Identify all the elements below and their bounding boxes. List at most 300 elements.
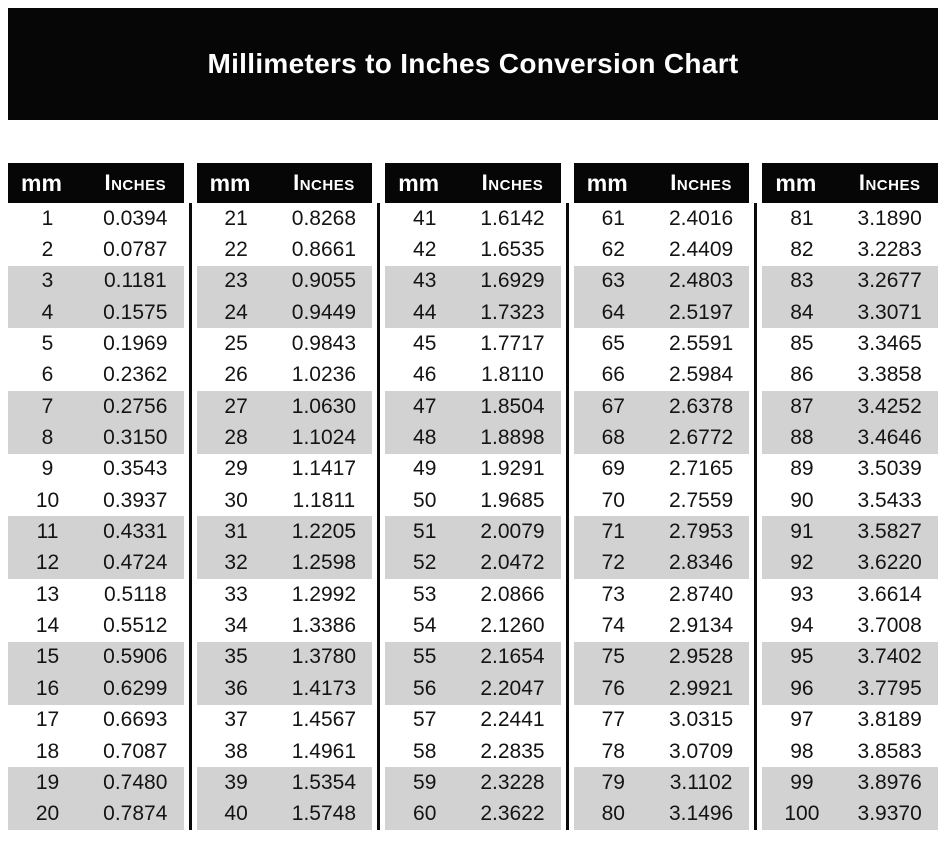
- table-row: [197, 391, 373, 422]
- mm-cell: 25: [224, 332, 248, 356]
- inches-cell: 2.2441: [480, 708, 545, 732]
- table-row: [385, 328, 561, 359]
- inches-cell: 1.8110: [481, 363, 544, 387]
- table-row: [385, 548, 561, 579]
- inches-header-label: Inches: [104, 170, 167, 195]
- inches-cell: 3.3071: [857, 300, 922, 324]
- table-gap: [749, 163, 762, 830]
- mm-cell: 85: [790, 332, 814, 356]
- inches-cell: 0.1575: [103, 300, 168, 324]
- mm-cell: 99: [790, 770, 814, 794]
- inches-cell: 1.8504: [480, 394, 545, 418]
- inches-cell: 1.4567: [291, 708, 356, 732]
- inches-cell: 0.7087: [103, 739, 168, 763]
- inches-cell: 0.3543: [103, 457, 168, 481]
- conversion-table-5: [762, 163, 938, 830]
- table-row: [8, 203, 184, 234]
- table-header-row: [197, 163, 373, 203]
- mm-header-label: mm: [775, 169, 817, 196]
- table-row: [197, 516, 373, 547]
- mm-cell: 35: [224, 645, 248, 669]
- mm-cell: 19: [35, 770, 60, 794]
- inches-cell: 3.4646: [857, 426, 922, 450]
- inches-cell: 2.2835: [480, 739, 545, 763]
- conversion-table-1: [8, 163, 184, 830]
- divider-line: [377, 203, 380, 830]
- mm-cell: 47: [413, 394, 437, 418]
- table-row: [385, 203, 561, 234]
- table-row: [762, 297, 938, 328]
- table-row: [574, 736, 750, 767]
- inches-cell: 1.0236: [291, 363, 356, 387]
- table-row: [385, 485, 561, 516]
- table-row: [762, 266, 938, 297]
- mm-cell: 53: [413, 582, 437, 606]
- inches-cell: 1.6535: [480, 238, 545, 262]
- table-row: [197, 642, 373, 673]
- inches-cell: 1.5748: [291, 802, 356, 826]
- table-row: [762, 328, 938, 359]
- mm-cell: 76: [601, 676, 625, 700]
- inches-cell: 0.8661: [291, 238, 356, 262]
- table-row: [8, 454, 184, 485]
- inches-cell: 0.9843: [291, 332, 356, 356]
- table-row: [385, 705, 561, 736]
- table-row: [574, 673, 750, 704]
- inches-cell: 0.5118: [103, 582, 167, 606]
- mm-cell: 36: [224, 676, 248, 700]
- table-row: [574, 516, 750, 547]
- table-row: [762, 548, 938, 579]
- table-row: [762, 391, 938, 422]
- mm-cell: 95: [790, 645, 814, 669]
- inches-cell: 2.8740: [668, 582, 734, 606]
- inches-cell: 3.7008: [857, 614, 922, 638]
- mm-cell: 29: [224, 457, 248, 481]
- table-row: [197, 673, 373, 704]
- inches-cell: 0.6693: [103, 708, 168, 732]
- table-row: [385, 297, 561, 328]
- table-row: [8, 579, 184, 610]
- table-gap: [561, 163, 574, 830]
- inches-cell: 3.7795: [857, 676, 922, 700]
- mm-cell: 18: [35, 739, 60, 763]
- table-row: [197, 767, 373, 798]
- inches-cell: 1.7323: [480, 300, 545, 324]
- table-row: [385, 391, 561, 422]
- inches-cell: 0.2756: [103, 394, 168, 418]
- inches-header-label: Inches: [481, 170, 544, 195]
- inches-cell: 3.0315: [668, 708, 734, 732]
- mm-cell: 48: [413, 426, 437, 450]
- inches-cell: 2.1260: [480, 614, 545, 638]
- mm-cell: 67: [601, 394, 625, 418]
- inches-cell: 0.9449: [291, 300, 356, 324]
- mm-cell: 33: [224, 582, 248, 606]
- table-gap: [184, 163, 197, 830]
- inches-cell: 2.1654: [480, 645, 545, 669]
- inches-cell: 2.4016: [668, 206, 734, 230]
- table-row: [385, 736, 561, 767]
- mm-cell: 40: [224, 802, 248, 826]
- inches-cell: 1.5354: [291, 770, 356, 794]
- mm-header-label: mm: [209, 169, 251, 196]
- inches-header-label: Inches: [293, 170, 355, 195]
- mm-cell: 45: [413, 332, 437, 356]
- inches-cell: 3.1496: [668, 802, 734, 826]
- mm-cell: 16: [35, 676, 60, 700]
- conversion-table-3: [385, 163, 561, 830]
- mm-cell: 28: [224, 426, 248, 450]
- inches-cell: 3.1890: [857, 206, 922, 230]
- inches-cell: 2.4409: [668, 238, 734, 262]
- mm-cell: 84: [790, 300, 814, 324]
- mm-cell: 60: [413, 802, 437, 826]
- mm-cell: 94: [790, 614, 814, 638]
- inches-cell: 3.6220: [857, 551, 922, 575]
- mm-cell: 27: [224, 394, 248, 418]
- mm-cell: 89: [790, 457, 814, 481]
- mm-cell: 66: [601, 363, 625, 387]
- inches-cell: 3.4252: [857, 394, 922, 418]
- mm-header-label: mm: [21, 169, 62, 196]
- inches-cell: 0.8268: [291, 206, 356, 230]
- table-row: [8, 297, 184, 328]
- inches-cell: 1.2992: [291, 582, 356, 606]
- mm-cell: 81: [790, 206, 814, 230]
- mm-cell: 55: [413, 645, 437, 669]
- table-row: [385, 234, 561, 265]
- table-header-row: [8, 163, 184, 203]
- inches-cell: 3.6614: [857, 582, 922, 606]
- inches-cell: 1.4961: [291, 739, 356, 763]
- inches-cell: 2.6772: [668, 426, 734, 450]
- title-banner: [8, 8, 938, 120]
- inches-cell: 0.7874: [103, 802, 168, 826]
- table-row: [8, 266, 184, 297]
- mm-cell: 97: [790, 708, 814, 732]
- inches-cell: 2.3228: [480, 770, 545, 794]
- mm-cell: 5: [41, 332, 54, 356]
- conversion-table-4: [574, 163, 750, 830]
- mm-cell: 62: [601, 238, 625, 262]
- mm-cell: 61: [601, 206, 625, 230]
- mm-cell: 30: [224, 488, 248, 512]
- table-gap: [372, 163, 385, 830]
- table-row: [574, 328, 750, 359]
- table-row: [8, 610, 184, 641]
- conversion-table-2: [197, 163, 373, 830]
- inches-cell: 0.4331: [103, 520, 168, 544]
- inches-cell: 0.2362: [103, 363, 168, 387]
- table-row: [762, 673, 938, 704]
- mm-cell: 70: [601, 488, 625, 512]
- table-row: [762, 705, 938, 736]
- inches-cell: 0.5512: [103, 614, 168, 638]
- inches-cell: 3.9370: [857, 802, 922, 826]
- inches-cell: 1.6142: [480, 206, 545, 230]
- table-row: [197, 579, 373, 610]
- mm-cell: 26: [224, 363, 248, 387]
- inches-cell: 1.3386: [291, 614, 356, 638]
- table-row: [762, 736, 938, 767]
- table-row: [574, 548, 750, 579]
- mm-cell: 21: [224, 206, 248, 230]
- mm-cell: 56: [413, 676, 437, 700]
- table-row: [8, 516, 184, 547]
- mm-cell: 65: [601, 332, 625, 356]
- inches-cell: 2.5984: [668, 363, 734, 387]
- inches-cell: 3.2283: [857, 238, 922, 262]
- inches-cell: 0.7480: [103, 770, 168, 794]
- page-title: Millimeters to Inches Conversion Chart: [207, 48, 739, 79]
- mm-cell: 3: [41, 269, 54, 293]
- divider-line: [189, 203, 192, 830]
- mm-cell: 91: [790, 520, 814, 544]
- mm-cell: 51: [413, 520, 437, 544]
- table-row: [197, 266, 373, 297]
- mm-cell: 44: [413, 300, 437, 324]
- mm-cell: 80: [601, 802, 625, 826]
- mm-cell: 1: [41, 206, 54, 230]
- table-row: [8, 328, 184, 359]
- table-row: [197, 485, 373, 516]
- conversion-tables: [8, 163, 938, 830]
- mm-cell: 34: [224, 614, 248, 638]
- table-row: [385, 422, 561, 453]
- table-row: [762, 234, 938, 265]
- table-row: [385, 454, 561, 485]
- inches-cell: 2.0866: [480, 582, 545, 606]
- inches-cell: 3.5039: [857, 457, 922, 481]
- mm-cell: 15: [35, 645, 60, 669]
- table-row: [8, 422, 184, 453]
- table-row: [385, 360, 561, 391]
- inches-cell: 1.7717: [480, 332, 545, 356]
- inches-cell: 1.0630: [291, 394, 356, 418]
- inches-cell: 3.7402: [857, 645, 922, 669]
- inches-cell: 1.1417: [291, 457, 356, 481]
- divider-line: [754, 203, 757, 830]
- table-header-row: [762, 163, 938, 203]
- table-row: [574, 454, 750, 485]
- mm-cell: 7: [41, 394, 54, 418]
- table-row: [197, 736, 373, 767]
- inches-cell: 0.6299: [103, 676, 168, 700]
- table-row: [762, 579, 938, 610]
- mm-cell: 79: [601, 770, 625, 794]
- table-row: [8, 642, 184, 673]
- mm-cell: 11: [36, 520, 59, 544]
- mm-cell: 93: [790, 582, 814, 606]
- table-row: [574, 422, 750, 453]
- table-row: [8, 673, 184, 704]
- mm-cell: 73: [601, 582, 625, 606]
- mm-cell: 2: [41, 238, 54, 262]
- table-row: [574, 203, 750, 234]
- table-row: [574, 266, 750, 297]
- mm-cell: 78: [601, 739, 625, 763]
- table-row: [762, 422, 938, 453]
- mm-cell: 6: [41, 363, 54, 387]
- inches-cell: 3.3858: [857, 363, 922, 387]
- inches-cell: 3.8976: [857, 770, 922, 794]
- table-row: [574, 642, 750, 673]
- table-row: [197, 203, 373, 234]
- inches-cell: 3.2677: [857, 269, 922, 293]
- table-row: [385, 642, 561, 673]
- inches-cell: 0.4724: [103, 551, 168, 575]
- inches-cell: 2.6378: [668, 394, 734, 418]
- mm-cell: 8: [41, 426, 54, 450]
- inches-cell: 1.8898: [480, 426, 545, 450]
- mm-cell: 43: [413, 269, 437, 293]
- table-row: [762, 203, 938, 234]
- inches-cell: 1.2598: [291, 551, 356, 575]
- mm-cell: 100: [784, 802, 820, 826]
- table-row: [574, 391, 750, 422]
- mm-cell: 37: [224, 708, 248, 732]
- table-row: [762, 360, 938, 391]
- table-row: [197, 422, 373, 453]
- table-row: [197, 610, 373, 641]
- table-row: [574, 234, 750, 265]
- mm-cell: 92: [790, 551, 814, 575]
- mm-cell: 31: [224, 520, 248, 544]
- inches-cell: 2.3622: [480, 802, 545, 826]
- inches-cell: 3.3465: [857, 332, 922, 356]
- mm-cell: 96: [790, 676, 814, 700]
- mm-cell: 20: [35, 802, 60, 826]
- table-row: [762, 454, 938, 485]
- table-row: [385, 610, 561, 641]
- inches-cell: 1.4173: [291, 676, 356, 700]
- mm-cell: 77: [601, 708, 625, 732]
- table-row: [762, 642, 938, 673]
- table-row: [574, 485, 750, 516]
- inches-cell: 1.2205: [291, 520, 356, 544]
- inches-cell: 2.9134: [668, 614, 734, 638]
- inches-cell: 1.1811: [292, 488, 356, 512]
- inches-cell: 1.9685: [480, 488, 545, 512]
- inches-cell: 3.5827: [857, 520, 922, 544]
- table-row: [762, 799, 938, 830]
- table-row: [197, 705, 373, 736]
- table-row: [197, 454, 373, 485]
- inches-cell: 3.5433: [857, 488, 922, 512]
- mm-cell: 71: [601, 520, 625, 544]
- inches-cell: 2.0472: [480, 551, 545, 575]
- table-row: [8, 360, 184, 391]
- table-row: [574, 610, 750, 641]
- table-row: [197, 328, 373, 359]
- table-row: [197, 799, 373, 830]
- table-row: [8, 234, 184, 265]
- mm-cell: 41: [413, 206, 437, 230]
- mm-cell: 32: [224, 551, 248, 575]
- table-row: [762, 767, 938, 798]
- mm-cell: 12: [35, 551, 60, 575]
- inches-cell: 1.6929: [480, 269, 545, 293]
- inches-cell: 3.1102: [669, 770, 733, 794]
- table-row: [574, 705, 750, 736]
- inches-cell: 2.8346: [668, 551, 734, 575]
- table-row: [762, 485, 938, 516]
- table-row: [385, 266, 561, 297]
- table-header-row: [574, 163, 750, 203]
- inches-header-label: Inches: [670, 170, 732, 195]
- table-row: [762, 516, 938, 547]
- inches-cell: 3.0709: [668, 739, 734, 763]
- divider-line: [566, 203, 569, 830]
- inches-cell: 0.0787: [103, 238, 168, 262]
- inches-cell: 2.9921: [668, 676, 734, 700]
- inches-cell: 0.1969: [103, 332, 168, 356]
- table-row: [8, 391, 184, 422]
- inches-cell: 2.0079: [480, 520, 545, 544]
- table-row: [197, 234, 373, 265]
- mm-cell: 38: [224, 739, 248, 763]
- inches-cell: 2.5197: [668, 300, 734, 324]
- mm-cell: 86: [790, 363, 814, 387]
- mm-cell: 90: [790, 488, 814, 512]
- inches-cell: 0.3150: [103, 426, 168, 450]
- table-row: [197, 548, 373, 579]
- mm-cell: 4: [41, 300, 54, 324]
- mm-cell: 58: [413, 739, 437, 763]
- mm-cell: 63: [601, 269, 625, 293]
- inches-cell: 2.4803: [668, 269, 734, 293]
- table-row: [8, 799, 184, 830]
- inches-header-label: Inches: [858, 170, 921, 195]
- inches-cell: 1.1024: [291, 426, 356, 450]
- mm-header-label: mm: [586, 169, 628, 196]
- table-row: [8, 736, 184, 767]
- inches-cell: 0.9055: [291, 269, 356, 293]
- inches-cell: 3.8583: [857, 739, 922, 763]
- mm-cell: 59: [413, 770, 437, 794]
- table-row: [385, 516, 561, 547]
- mm-cell: 69: [601, 457, 625, 481]
- table-row: [574, 360, 750, 391]
- mm-cell: 49: [413, 457, 437, 481]
- inches-cell: 2.2047: [480, 676, 545, 700]
- mm-cell: 75: [601, 645, 625, 669]
- inches-cell: 1.9291: [480, 457, 545, 481]
- mm-cell: 23: [224, 269, 248, 293]
- mm-cell: 10: [35, 488, 60, 512]
- table-row: [385, 799, 561, 830]
- mm-cell: 50: [413, 488, 437, 512]
- mm-cell: 98: [790, 739, 814, 763]
- inches-cell: 0.0394: [103, 206, 168, 230]
- inches-cell: 3.8189: [857, 708, 922, 732]
- mm-cell: 87: [790, 394, 814, 418]
- mm-cell: 64: [601, 300, 625, 324]
- inches-cell: 2.9528: [668, 645, 734, 669]
- table-row: [197, 297, 373, 328]
- mm-cell: 13: [35, 582, 60, 606]
- mm-cell: 54: [413, 614, 437, 638]
- mm-cell: 42: [413, 238, 437, 262]
- mm-cell: 39: [224, 770, 248, 794]
- inches-cell: 2.7953: [668, 520, 734, 544]
- mm-cell: 83: [790, 269, 814, 293]
- inches-cell: 0.1181: [103, 269, 167, 293]
- inches-cell: 2.7559: [668, 488, 734, 512]
- mm-cell: 72: [601, 551, 625, 575]
- mm-cell: 9: [41, 457, 54, 481]
